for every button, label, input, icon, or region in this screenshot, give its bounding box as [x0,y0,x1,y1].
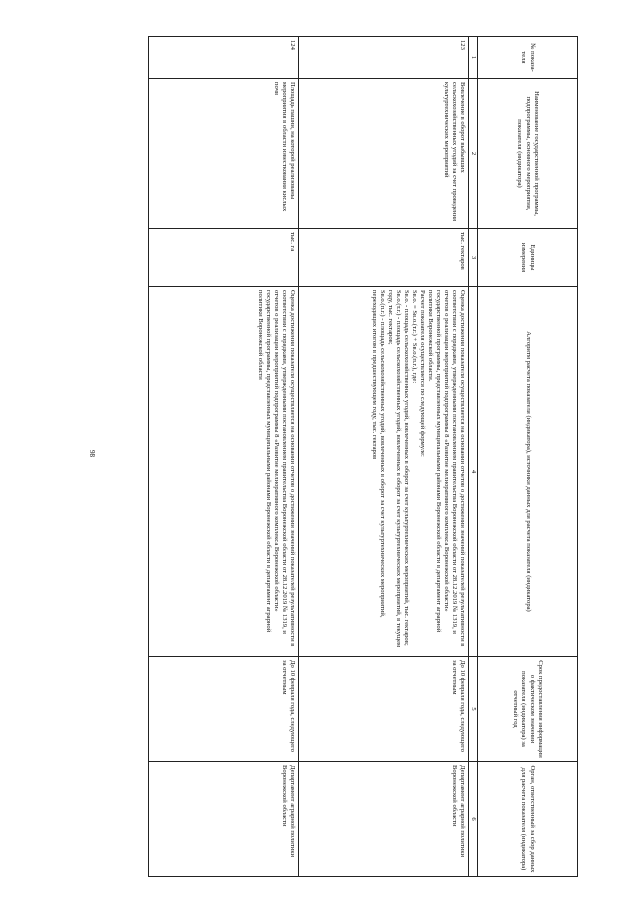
algorithm-line: Sв.о.(т.г.) - площадь сельскохозяйственных угодий, вовлеченных в оборот за счет культуртехнических мероприятий, в текущем году, тыс. гектаров; [386,290,402,648]
algorithm-line: Оценка достижения показателя осуществляется на основании отчетов о достижении значений показателей результативности в соответствии с порядками, утвержденными постановлением правительства Воронежской области от 28.12.2019 № 1319, и отчетов о реализации мероприятий подпрограммы 8 «Развитие мелиоративного комплекса Воронежской области» государственной программы, представленных муниципальными районами Воронежской области в департамент аграрной политики Воронежской области [256,290,296,647]
column-number: 2 [468,79,477,229]
header-name: Наименование государственной программы, подпрограммы, основного мероприятия, показателя (индикатора) [478,79,578,229]
rotated-page [56,36,578,876]
column-number-row [468,37,477,877]
row-num: 123 [298,37,468,79]
algorithm-line: Sв.о. = Sв.о.(т.г.) + Sв.о.(п.г.), где: [410,290,418,384]
column-number: 5 [468,657,477,762]
row-name: Вовлечение в оборот выбывших сельскохозяйственных угодий за счет проведения культуртехнических мероприятий [298,79,468,229]
column-number: 1 [468,37,477,79]
header-row [478,37,578,877]
header-organ: Орган, ответственный за сбор данных для расчета показателя (индикатора) [478,762,578,877]
row-organ: Департамент аграрной политики Воронежской области [298,762,468,877]
page-number: 98 [88,450,96,457]
row-unit: тыс. гектаров [298,229,468,287]
column-number: 3 [468,229,477,287]
row-unit: тыс. га [148,229,298,287]
row-deadline: До 10 февраля года, следующего за отчетным [298,657,468,762]
row-algorithm [148,287,298,657]
algorithm-line: Sв.о. - площадь сельскохозяйственных угодий, вовлеченных в оборот за счет культуртехнических мероприятий, тыс. гектаров; [402,290,410,646]
header-algorithm: Алгоритм расчета показателя (индикатора), источники данных для расчета показателя (индикатора) [478,287,578,657]
row-num: 124 [148,37,298,79]
table-row [298,37,468,877]
indicators-table [148,36,578,877]
row-name: Площадь пашни, на которой реализованы мероприятия в области известкования кислых почв [148,79,298,229]
header-unit: Единицы измерения [478,229,578,287]
row-deadline: До 10 февраля года, следующего за отчетным [148,657,298,762]
algorithm-line: Sв.о.(п.г.) - площадь сельскохозяйственных угодий, вовлеченных в оборот за счет культуртехнических мероприятий, переходящих итогом в предшествующем году, тыс. гектаров [370,290,386,618]
table-row [148,37,298,877]
header-num: № показа-теля [478,37,578,79]
column-number: 6 [468,762,477,877]
row-organ: Департамент аграрной политики Воронежской области [148,762,298,877]
column-number: 4 [468,287,477,657]
row-algorithm [298,287,468,657]
algorithm-line: Расчет показателя осуществляется по следующей формуле: [418,290,426,457]
algorithm-line: Оценка достижения показателя осуществляется на основании отчетов о достижении значений показателей результативности в соответствии с порядками, утвержденными постановлением правительства Воронежской области от 28.12.2019 № 1319, и отчетов о реализации мероприятий подпрограммы 8 «Развитие мелиоративного комплекса Воронежской области» государственной программы, представленных муниципальными районами Воронежской области в департамент аграрной политики Воронежской области. [426,290,466,647]
header-deadline: Срок предоставления информации о фактическом значении показателя (индикатора) за отчетный год [478,657,578,762]
